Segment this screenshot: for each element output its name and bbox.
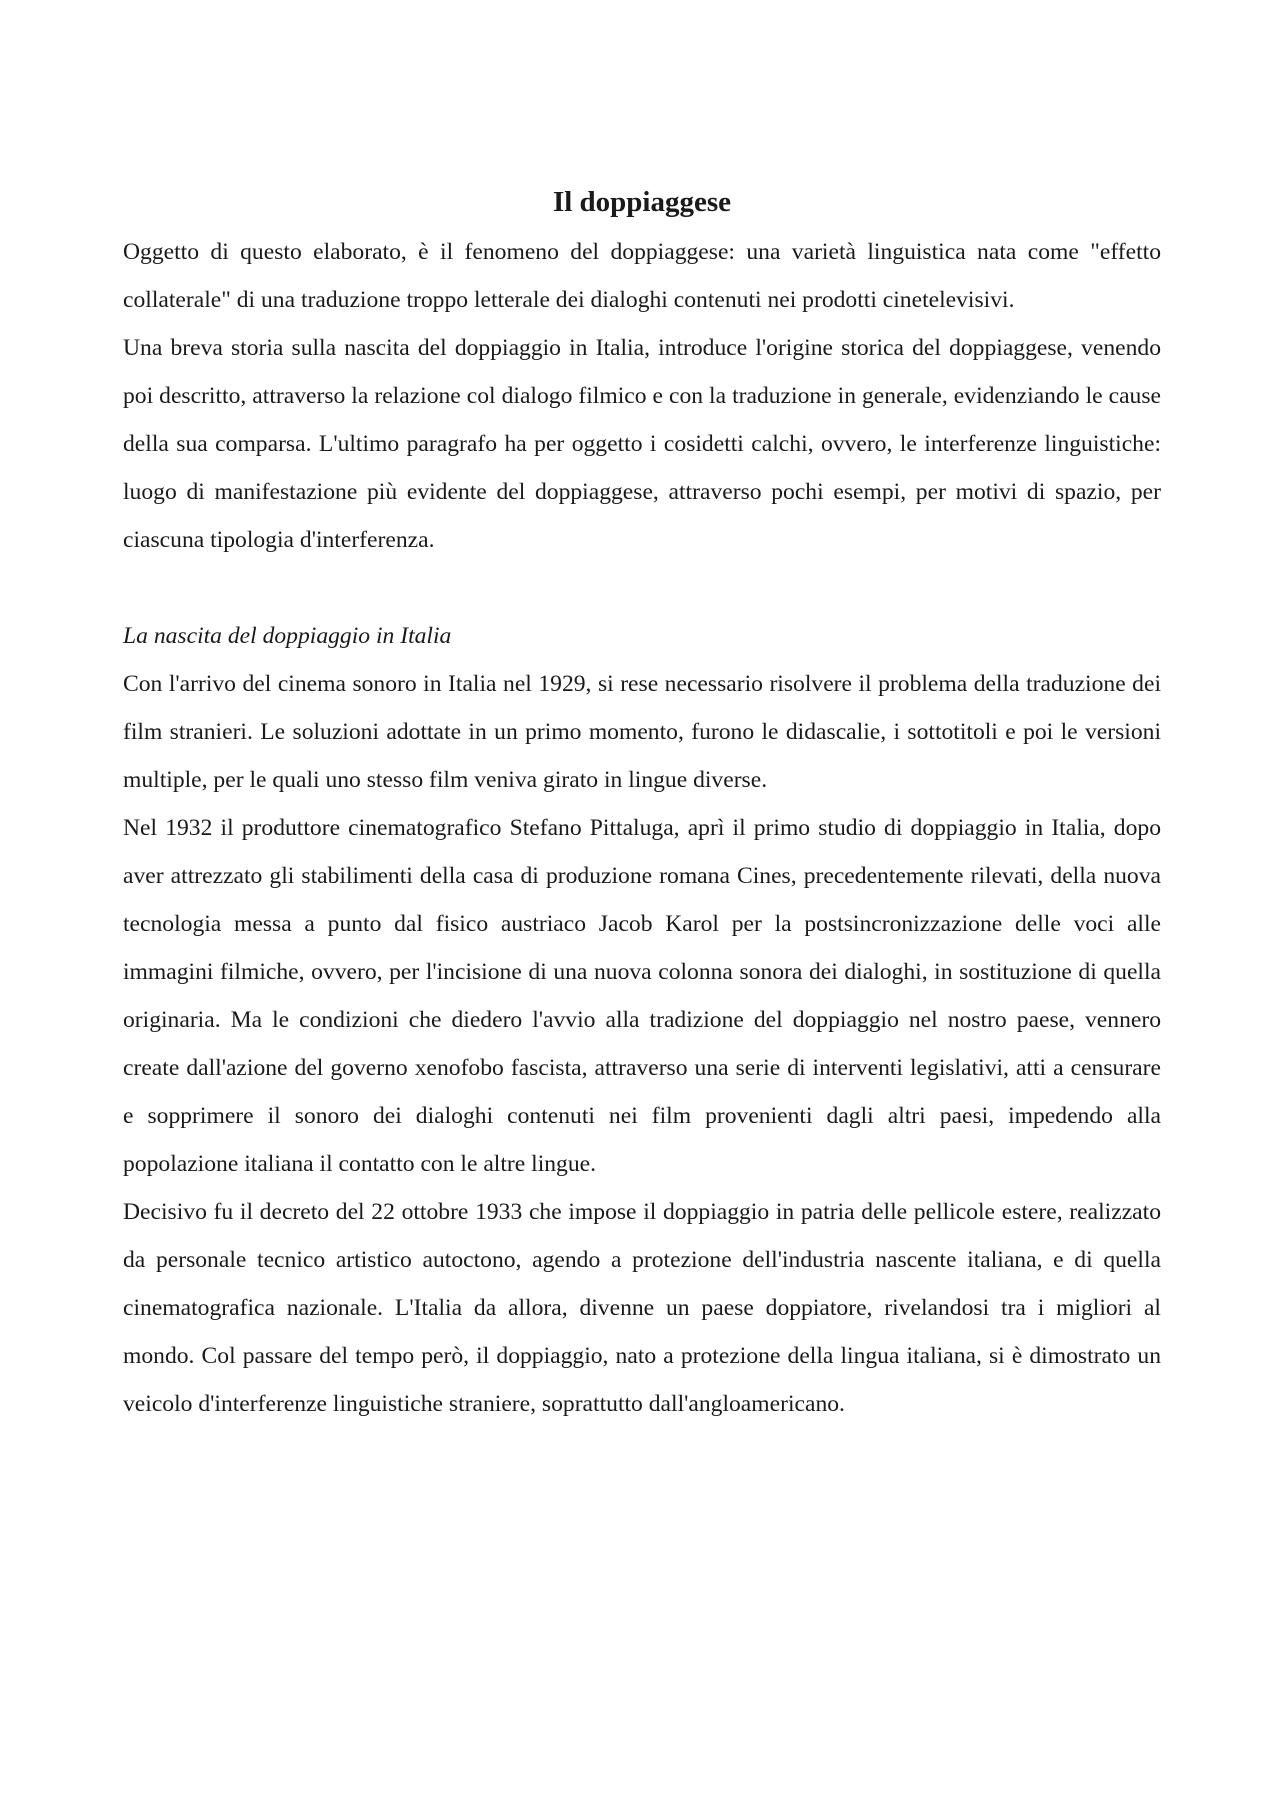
section-paragraph-3: Decisivo fu il decreto del 22 ottobre 1933 che impose il doppiaggio in patria delle pellicole estere, realizzato da personale tecnico artistico autoctono, agendo a protezione dell'industria nascente italiana, e di quella cinematografica nazionale. L'Italia da allora, divenne un paese doppiatore, rivelandosi tra i migliori al mondo. Col passare del tempo però, il doppiaggio, nato a protezione della lingua italiana, si è dimostrato un veicolo d'interferenze linguistiche straniere, soprattutto dall'angloamericano.: [123, 1199, 1161, 1417]
document-title: Il doppiaggese: [552, 186, 732, 218]
section-paragraph-1: Con l'arrivo del cinema sonoro in Italia nel 1929, si rese necessario risolvere il problema della traduzione dei film stranieri. Le soluzioni adottate in un primo momento, furono le didascalie, i sottotitoli e poi le versioni multiple, per le quali uno stesso film veniva girato in lingue diverse.: [123, 671, 1161, 793]
document-body: [123, 178, 1161, 1428]
section-heading: La nascita del doppiaggio in Italia: [123, 623, 452, 649]
intro-paragraph-1: Oggetto di questo elaborato, è il fenomeno del doppiaggese: una varietà linguistica nata come "effetto collaterale" di una traduzione troppo letterale dei dialoghi contenuti nei prodotti cinetelevisivi.: [123, 239, 1161, 313]
intro-paragraph-2: Una breva storia sulla nascita del doppiaggio in Italia, introduce l'origine storica del doppiaggese, venendo poi descritto, attraverso la relazione col dialogo filmico e con la traduzione in generale, evidenziando le cause della sua comparsa. L'ultimo paragrafo ha per oggetto i cosidetti calchi, ovvero, le interferenze linguistiche: luogo di manifestazione più evidente del doppiaggese, attraverso pochi esempi, per motivi di spazio, per ciascuna tipologia d'interferenza.: [123, 335, 1161, 553]
section-paragraph-2: Nel 1932 il produttore cinematografico Stefano Pittaluga, aprì il primo studio di doppiaggio in Italia, dopo aver attrezzato gli stabilimenti della casa di produzione romana Cines, precedentemente rilevati, della nuova tecnologia messa a punto dal fisico austriaco Jacob Karol per la postsincronizzazione delle voci alle immagini filmiche, ovvero, per l'incisione di una nuova colonna sonora dei dialoghi, in sostituzione di quella originaria. Ma le condizioni che diedero l'avvio alla tradizione del doppiaggio nel nostro paese, vennero create dall'azione del governo xenofobo fascista, attraverso una serie di interventi legislativi, atti a censurare e sopprimere il sonoro dei dialoghi contenuti nei film provenienti dagli altri paesi, impedendo alla popolazione italiana il contatto con le altre lingue.: [123, 815, 1161, 1177]
paragraph-gap: [123, 564, 1161, 612]
